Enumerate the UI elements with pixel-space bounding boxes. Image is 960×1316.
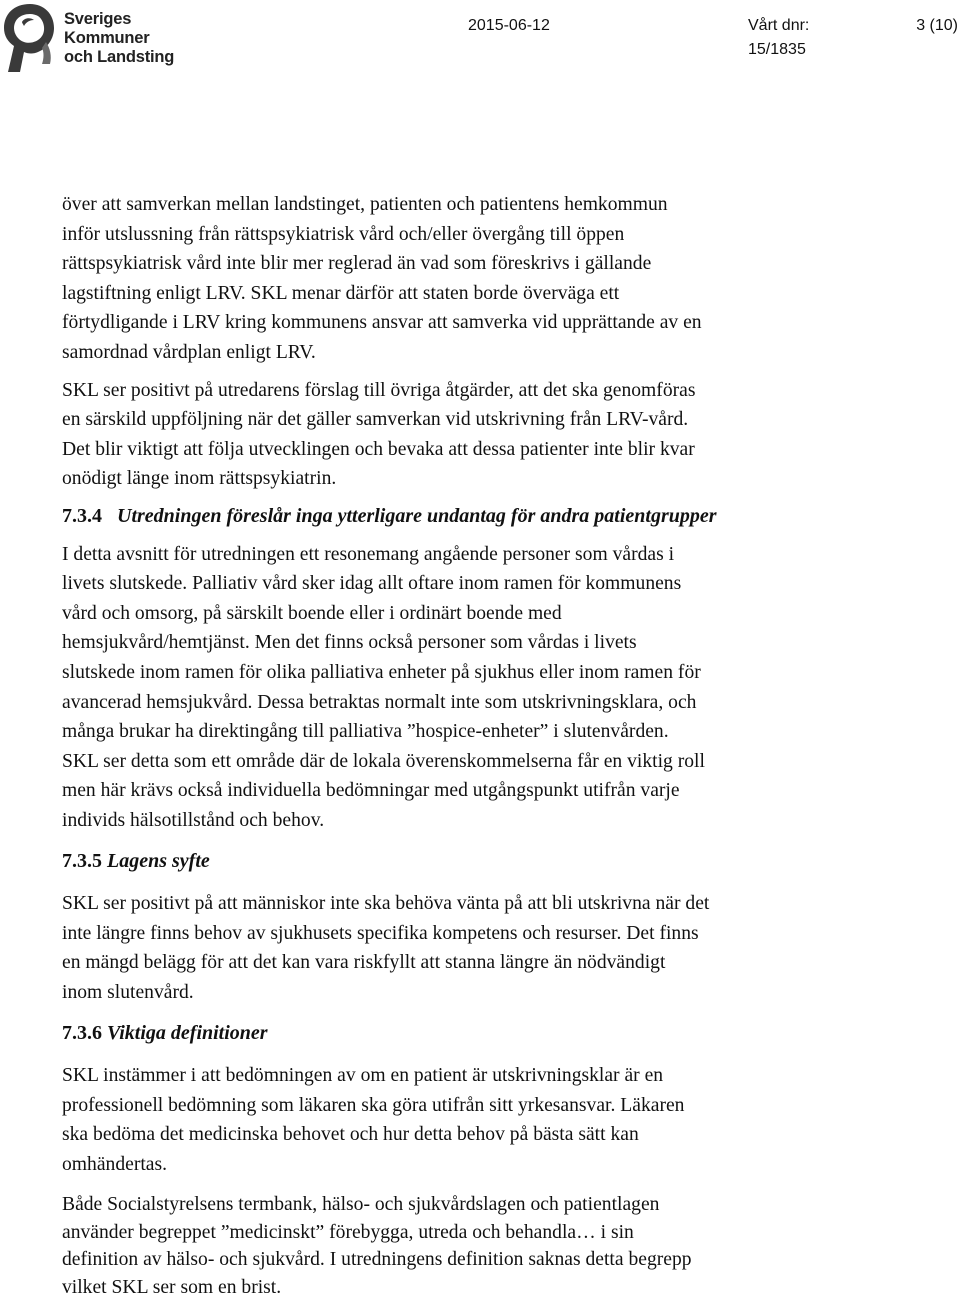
skl-logo-mark-icon [0, 2, 56, 74]
section-heading-735 [62, 847, 942, 877]
text-line: onödigt länge inom rättspsykiatrin. [62, 468, 337, 490]
section-heading-736 [62, 1019, 942, 1049]
header-dnr-label: Vårt dnr: [748, 17, 810, 34]
text-line: SKL ser positivt på utredarens förslag till övriga åtgärder, att det ska genomföras [62, 379, 696, 401]
section-title: Utredningen föreslår inga ytterligare undantag för andra patientgrupper [117, 504, 717, 527]
text-line: vilket SKL ser som en brist. [62, 1276, 282, 1298]
text-line: inför utslussning från rättspsykiatrisk vård och/eller övergång till öppen [62, 223, 625, 245]
text-line: använder begreppet ”medicinskt” förebygga, utreda och behandla… i sin [62, 1221, 634, 1243]
text-line: en mängd belägg för att det kan vara riskfyllt att stanna längre än nödvändigt [62, 952, 666, 974]
text-line: rättspsykiatrisk vård inte blir mer reglerad än vad som föreskrivs i gällande [62, 253, 652, 275]
text-line: inte längre finns behov av sjukhusets specifika kompetens och resurser. Det finns [62, 922, 699, 944]
text-line: avancerad hemsjukvård. Dessa betraktas normalt inte som utskrivningsklara, och [62, 691, 697, 713]
text-line: ska bedöma det medicinska behovet och hur detta behov på bästa sätt kan [62, 1124, 639, 1146]
text-line: förtydligande i LRV kring kommunens ansvar att samverka vid upprättande av en [62, 312, 702, 334]
section-heading-734 [62, 502, 942, 532]
text-line: livets slutskede. Palliativ vård sker idag allt oftare inom ramen för kommunens [62, 573, 682, 595]
text-line: men här krävs också individuella bedömningar med utgångspunkt utifrån varje [62, 780, 680, 802]
text-line: inom slutenvård. [62, 981, 194, 1003]
logo-line: Kommuner [64, 29, 150, 47]
text-line: över att samverkan mellan landstinget, patienten och patientens hemkommun [62, 194, 668, 215]
text-line: Både Socialstyrelsens termbank, hälso- och sjukvårdslagen och patientlagen [62, 1194, 660, 1216]
text-line: slutskede inom ramen för olika palliativa enheter på sjukhus eller inom ramen för [62, 661, 701, 683]
paragraph-ovriga-atgarder [62, 376, 942, 494]
text-line: individs hälsotillstånd och behov. [62, 809, 325, 831]
section-title: Lagens syfte [107, 850, 210, 873]
paragraph-utskrivningsklar [62, 1061, 942, 1179]
paragraph-lrv-samverkan [62, 190, 942, 368]
header-date: 2015-06-12 [468, 17, 550, 34]
text-line: SKL ser detta som ett område där de lokala överenskommelserna får en viktig roll [62, 750, 705, 772]
text-line: samordnad vårdplan enligt LRV. [62, 341, 316, 363]
skl-logo-text [64, 10, 174, 67]
page-header [0, 0, 960, 80]
text-line: en särskild uppföljning när det gäller samverkan vid utskrivning från LRV-vård. [62, 409, 689, 431]
skl-logo [0, 2, 180, 74]
paragraph-medicinskt-begrepp [62, 1191, 942, 1301]
text-line: Det blir viktigt att följa utvecklingen och bevaka att dessa patienter inte blir kvar [62, 438, 695, 460]
paragraph-palliativ-vard [62, 540, 942, 836]
text-line: hemsjukvård/hemtjänst. Men det finns också personer som vårdas i livets [62, 632, 637, 654]
text-line: SKL instämmer i att bedömningen av om en patient är utskrivningsklar är en [62, 1065, 664, 1087]
paragraph-lagens-syfte [62, 889, 942, 1007]
section-title: Viktiga definitioner [107, 1022, 268, 1045]
text-line: många brukar ha direktingång till palliativa ”hospice-enheter” i slutenvården. [62, 721, 669, 743]
document-body [62, 190, 942, 1301]
text-line: lagstiftning enligt LRV. SKL menar därför att staten borde överväga ett [62, 282, 620, 304]
logo-line: och Landsting [64, 48, 175, 66]
header-page-number: 3 (10) [916, 17, 958, 34]
text-line: I detta avsnitt för utredningen ett resonemang angående personer som vårdas i [62, 543, 675, 565]
section-number: 7.3.4 [62, 504, 102, 527]
logo-line: Sveriges [64, 10, 132, 28]
text-line: vård och omsorg, på särskilt boende eller i ordinärt boende med [62, 602, 562, 624]
section-number: 7.3.5 [62, 850, 102, 873]
text-line: omhändertas. [62, 1153, 168, 1175]
section-number: 7.3.6 [62, 1022, 102, 1045]
text-line: SKL ser positivt på att människor inte ska behöva vänta på att bli utskrivna när det [62, 893, 710, 915]
text-line: professionell bedömning som läkaren ska göra utifrån sitt yrkesansvar. Läkaren [62, 1094, 685, 1116]
header-dnr-value: 15/1835 [748, 41, 806, 58]
text-line: definition av hälso- och sjukvård. I utredningens definition saknas detta begrepp [62, 1249, 692, 1271]
